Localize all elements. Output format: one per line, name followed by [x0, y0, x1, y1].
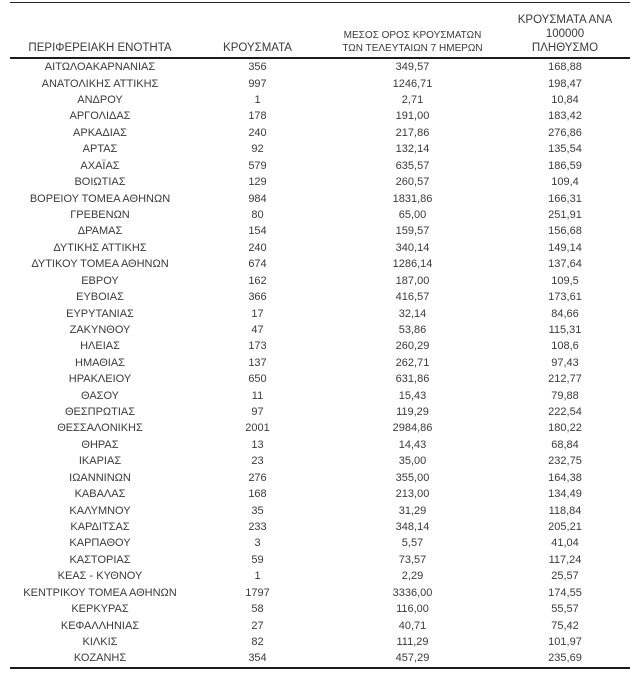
- region-cell: ΚΑΒΑΛΑΣ: [74, 488, 126, 501]
- region-cell: ΘΕΣΣΑΛΟΝΙΚΗΣ: [57, 422, 143, 435]
- table-row: [10, 552, 630, 568]
- table-row: [10, 190, 630, 206]
- avg7-cell: 262,71: [395, 356, 430, 369]
- cases-cell: 1: [254, 94, 261, 107]
- avg7-cell: 635,57: [395, 159, 430, 172]
- avg7-cell: 3336,00: [392, 586, 433, 599]
- avg7-cell: 2,29: [401, 570, 424, 583]
- cases-cell: 650: [248, 373, 267, 386]
- per100k-cell: 173,61: [548, 291, 582, 304]
- avg7-cell: 217,86: [395, 126, 430, 139]
- per100k-cell: 183,42: [548, 110, 582, 123]
- avg7-cell: 35,00: [398, 455, 427, 468]
- per100k-cell: 84,66: [551, 307, 579, 320]
- avg7-cell: 187,00: [395, 274, 430, 287]
- per100k-cell: 109,5: [551, 274, 579, 287]
- region-cell: ΕΒΡΟΥ: [81, 274, 119, 287]
- col-header-avg-7-days: [325, 29, 500, 55]
- table-row: [10, 486, 630, 502]
- cases-cell: 674: [248, 258, 267, 271]
- cases-cell: 366: [248, 291, 267, 304]
- region-cell: ΑΡΤΑΣ: [82, 143, 118, 156]
- cases-cell: 23: [251, 455, 264, 468]
- per100k-cell: 68,84: [551, 438, 579, 451]
- table-row: [10, 387, 630, 403]
- table-row: [10, 568, 630, 584]
- table-row: [10, 585, 630, 601]
- avg7-cell: 2984,86: [392, 422, 433, 435]
- table-row: [10, 174, 630, 190]
- cases-cell: 984: [248, 192, 267, 205]
- per100k-cell: 109,4: [551, 176, 579, 189]
- per100k-cell: 134,49: [548, 488, 582, 501]
- region-cell: ΔΥΤΙΚΗΣ ΑΤΤΙΚΗΣ: [53, 241, 147, 254]
- per100k-cell: 108,6: [551, 340, 579, 353]
- avg7-cell: 213,00: [395, 488, 430, 501]
- per100k-cell: 115,31: [548, 323, 582, 336]
- cases-cell: 997: [248, 77, 267, 90]
- table-row: [10, 519, 630, 535]
- avg7-cell: 53,86: [398, 323, 427, 336]
- region-cell: ΒΟΙΩΤΙΑΣ: [74, 176, 126, 189]
- per100k-cell: 75,42: [551, 619, 579, 632]
- region-cell: ΑΧΑΪΑΣ: [80, 159, 120, 172]
- region-cell: ΚΙΛΚΙΣ: [82, 635, 118, 648]
- avg7-cell: 132,14: [395, 143, 430, 156]
- region-cell: ΑΝΔΡΟΥ: [77, 94, 123, 107]
- col-header-avg-7-days-line1: ΜΕΣΟΣ ΟΡΟΣ ΚΡΟΥΣΜΑΤΩΝ: [343, 30, 482, 41]
- per100k-cell: 174,55: [548, 586, 582, 599]
- region-cell: ΔΥΤΙΚΟΥ ΤΟΜΕΑ ΑΘΗΝΩΝ: [31, 258, 169, 271]
- table-row: [10, 470, 630, 486]
- table-row: [10, 453, 630, 469]
- region-cell: ΗΜΑΘΙΑΣ: [75, 356, 125, 369]
- table-row: [10, 289, 630, 305]
- region-cell: ΑΝΑΤΟΛΙΚΗΣ ΑΤΤΙΚΗΣ: [41, 77, 159, 90]
- table-row: [10, 634, 630, 650]
- avg7-cell: 457,29: [395, 652, 430, 665]
- per100k-cell: 276,86: [548, 126, 582, 139]
- avg7-cell: 15,43: [398, 389, 427, 402]
- table-row: [10, 272, 630, 288]
- region-cell: ΙΚΑΡΙΑΣ: [78, 455, 122, 468]
- avg7-cell: 260,29: [395, 340, 430, 353]
- region-cell: ΚΟΖΑΝΗΣ: [73, 652, 127, 665]
- table-row: [10, 404, 630, 420]
- avg7-cell: 40,71: [398, 619, 427, 632]
- per100k-cell: 149,14: [548, 241, 582, 254]
- col-header-cases-per-100000: [500, 13, 630, 55]
- avg7-cell: 119,29: [396, 406, 429, 419]
- region-cell: ΚΑΣΤΟΡΙΑΣ: [69, 553, 131, 566]
- col-header-avg-7-days-line2: ΤΩΝ ΤΕΛΕΥΤΑΙΩΝ 7 ΗΜΕΡΩΝ: [342, 43, 483, 54]
- avg7-cell: 348,14: [395, 521, 430, 534]
- cases-cell: 82: [251, 635, 264, 648]
- avg7-cell: 111,29: [396, 635, 429, 648]
- avg7-cell: 631,86: [395, 373, 430, 386]
- cases-by-regional-unit-table: [10, 2, 630, 669]
- cases-cell: 17: [251, 307, 264, 320]
- table-row: [10, 223, 630, 239]
- col-header-cases: ΚΡΟΥΣΜΑΤΑ: [223, 42, 292, 54]
- avg7-cell: 1831,86: [392, 192, 433, 205]
- per100k-cell: 166,31: [548, 192, 582, 205]
- col-header-cases-per-100000-line2: ΠΛΗΘΥΣΜΟ: [531, 42, 599, 54]
- cases-cell: 27: [251, 619, 264, 632]
- avg7-cell: 1286,14: [392, 258, 433, 271]
- avg7-cell: 5,57: [401, 537, 424, 550]
- cases-cell: 240: [248, 126, 267, 139]
- avg7-cell: 31,29: [398, 504, 427, 517]
- cases-cell: 59: [251, 553, 264, 566]
- cases-cell: 154: [248, 225, 267, 238]
- table-row: [10, 108, 630, 124]
- cases-cell: 579: [248, 159, 267, 172]
- table-row: [10, 535, 630, 551]
- cases-cell: 47: [251, 323, 264, 336]
- table-row: [10, 207, 630, 223]
- avg7-cell: 349,57: [395, 61, 430, 74]
- cases-cell: 162: [248, 274, 267, 287]
- cases-cell: 178: [248, 110, 267, 123]
- region-cell: ΚΑΛΥΜΝΟΥ: [69, 504, 131, 517]
- table-header-row: [10, 3, 630, 59]
- region-cell: ΑΡΓΟΛΙΔΑΣ: [69, 110, 131, 123]
- region-cell: ΙΩΑΝΝΙΝΩΝ: [69, 471, 131, 484]
- cases-cell: 11: [251, 389, 264, 402]
- col-header-region: ΠΕΡΙΦΕΡΕΙΑΚΗ ΕΝΟΤΗΤΑ: [28, 42, 172, 54]
- table-row: [10, 601, 630, 617]
- table-row: [10, 338, 630, 354]
- region-cell: ΘΗΡΑΣ: [81, 438, 119, 451]
- region-cell: ΗΡΑΚΛΕΙΟΥ: [68, 373, 132, 386]
- table-row: [10, 240, 630, 256]
- per100k-cell: 156,68: [548, 225, 582, 238]
- table-row: [10, 437, 630, 453]
- region-cell: ΔΡΑΜΑΣ: [77, 225, 123, 238]
- avg7-cell: 73,57: [398, 553, 427, 566]
- region-cell: ΚΑΡΔΙΤΣΑΣ: [70, 521, 130, 534]
- table-row: [10, 75, 630, 91]
- avg7-cell: 32,14: [398, 307, 427, 320]
- cases-cell: 129: [248, 176, 267, 189]
- cases-cell: 233: [248, 521, 267, 534]
- table-row: [10, 322, 630, 338]
- avg7-cell: 159,57: [395, 225, 430, 238]
- region-cell: ΚΕΑΣ - ΚΥΘΝΟΥ: [57, 570, 143, 583]
- per100k-cell: 137,64: [548, 258, 582, 271]
- table-row: [10, 125, 630, 141]
- cases-cell: 92: [251, 143, 264, 156]
- avg7-cell: 116,00: [396, 603, 429, 616]
- table-row: [10, 158, 630, 174]
- region-cell: ΘΕΣΠΡΩΤΙΑΣ: [64, 406, 136, 419]
- per100k-cell: 101,97: [548, 635, 582, 648]
- per100k-cell: 198,47: [548, 77, 582, 90]
- region-cell: ΚΕΦΑΛΛΗΝΙΑΣ: [60, 619, 140, 632]
- avg7-cell: 416,57: [395, 291, 430, 304]
- per100k-cell: 222,54: [548, 406, 582, 419]
- per100k-cell: 168,88: [548, 61, 582, 74]
- table-row: [10, 355, 630, 371]
- table-row: [10, 141, 630, 157]
- cases-cell: 2001: [245, 422, 270, 435]
- cases-cell: 173: [248, 340, 267, 353]
- avg7-cell: 260,57: [395, 176, 430, 189]
- cases-cell: 356: [248, 61, 267, 74]
- per100k-cell: 180,22: [548, 422, 582, 435]
- cases-cell: 97: [251, 406, 264, 419]
- per100k-cell: 79,88: [551, 389, 579, 402]
- per100k-cell: 41,04: [551, 537, 579, 550]
- per100k-cell: 118,84: [548, 504, 582, 517]
- per100k-cell: 25,57: [551, 570, 579, 583]
- per100k-cell: 135,54: [548, 143, 582, 156]
- table-row: [10, 502, 630, 518]
- cases-cell: 3: [254, 537, 261, 550]
- per100k-cell: 251,91: [548, 209, 582, 221]
- region-cell: ΕΥΡΥΤΑΝΙΑΣ: [66, 307, 134, 320]
- avg7-cell: 340,14: [395, 241, 430, 254]
- region-cell: ΑΡΚΑΔΙΑΣ: [73, 126, 127, 139]
- region-cell: ΘΑΣΟΥ: [80, 389, 120, 402]
- avg7-cell: 355,00: [395, 471, 430, 484]
- avg7-cell: 65,00: [398, 209, 427, 221]
- table-row: [10, 420, 630, 436]
- table-row: [10, 617, 630, 633]
- region-cell: ΑΙΤΩΛΟΑΚΑΡΝΑΝΙΑΣ: [44, 61, 156, 74]
- cases-cell: 1: [254, 570, 261, 583]
- avg7-cell: 14,43: [398, 438, 427, 451]
- region-cell: ΓΡΕΒΕΝΩΝ: [70, 209, 130, 221]
- col-header-cases-per-100000-line1: ΚΡΟΥΣΜΑΤΑ ΑΝΑ 100000: [517, 14, 613, 40]
- table-body: [10, 59, 630, 669]
- per100k-cell: 10,84: [551, 94, 579, 107]
- avg7-cell: 191,00: [395, 110, 430, 123]
- region-cell: ΕΥΒΟΙΑΣ: [76, 291, 124, 304]
- cases-cell: 137: [248, 356, 267, 369]
- per100k-cell: 164,38: [548, 471, 582, 484]
- cases-cell: 1797: [245, 586, 270, 599]
- avg7-cell: 1246,71: [392, 77, 433, 90]
- cases-cell: 13: [251, 438, 264, 451]
- cases-cell: 240: [248, 241, 267, 254]
- per100k-cell: 212,77: [548, 373, 582, 386]
- region-cell: ΚΕΝΤΡΙΚΟΥ ΤΟΜΕΑ ΑΘΗΝΩΝ: [23, 586, 177, 599]
- table-row: [10, 371, 630, 387]
- per100k-cell: 117,24: [548, 553, 582, 566]
- per100k-cell: 55,57: [551, 603, 579, 616]
- table-row: [10, 92, 630, 108]
- per100k-cell: 205,21: [548, 521, 582, 534]
- cases-cell: 58: [251, 603, 264, 616]
- table-row: [10, 256, 630, 272]
- per100k-cell: 97,43: [551, 356, 579, 369]
- region-cell: ΖΑΚΥΝΘΟΥ: [69, 323, 131, 336]
- per100k-cell: 235,69: [548, 652, 582, 665]
- cases-cell: 35: [251, 504, 264, 517]
- region-cell: ΗΛΕΙΑΣ: [80, 340, 120, 353]
- cases-cell: 354: [248, 652, 267, 665]
- table-row: [10, 650, 630, 666]
- per100k-cell: 186,59: [548, 159, 582, 172]
- region-cell: ΚΕΡΚΥΡΑΣ: [71, 603, 129, 616]
- avg7-cell: 2,71: [401, 94, 424, 107]
- table-row: [10, 305, 630, 321]
- region-cell: ΚΑΡΠΑΘΟΥ: [69, 537, 131, 550]
- cases-cell: 80: [251, 209, 264, 221]
- table-row: [10, 59, 630, 75]
- region-cell: ΒΟΡΕΙΟΥ ΤΟΜΕΑ ΑΘΗΝΩΝ: [29, 192, 171, 205]
- cases-cell: 276: [248, 471, 267, 484]
- cases-cell: 168: [248, 488, 267, 501]
- per100k-cell: 232,75: [548, 455, 582, 468]
